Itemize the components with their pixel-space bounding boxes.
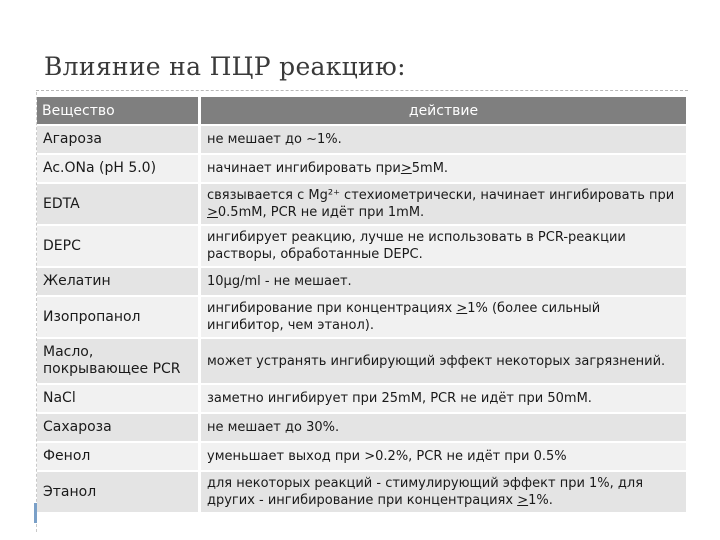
effect-cell: уменьшает выход при >0.2%, PCR не идёт при 0.5% (201, 443, 686, 470)
table-row (37, 339, 686, 383)
effect-text: связывается с Mg²⁺ стехиометрически, начинает ингибировать при (207, 188, 675, 203)
effect-text: ингибирование при концентрациях (207, 301, 457, 316)
header-effect: действие (201, 97, 686, 124)
table-row (37, 414, 686, 441)
effect-threshold-mark: > (400, 161, 412, 176)
effect-cell: ингибирует реакцию, лучше не использовать в PCR-реакции растворы, обработанные DEPC. (201, 226, 686, 266)
header-substance: Вещество (37, 97, 201, 124)
table-row (37, 297, 686, 337)
substance-cell: Фенол (37, 443, 201, 470)
substance-cell: Этанол (37, 472, 201, 512)
effect-text: начинает ингибировать при (207, 161, 401, 176)
substance-cell: NaCl (37, 385, 201, 412)
table-row (37, 226, 686, 266)
substance-cell: Желатин (37, 268, 201, 295)
substance-cell: Изопропанол (37, 297, 201, 337)
page-title: Влияние на ПЦР реакцию: (44, 52, 406, 81)
effect-cell: не мешает до 30%. (201, 414, 686, 441)
effect-text: 1% (более сильный ингибитор, чем этанол). (207, 301, 601, 333)
effect-cell: может устранять ингибирующий эффект некоторых загрязнений. (201, 339, 686, 383)
pcr-effects-table (37, 95, 686, 514)
table-row (37, 184, 686, 224)
table-header-row (37, 97, 686, 124)
effect-text: 5mM. (411, 161, 449, 176)
substance-cell: Масло, покрывающее PCR (37, 339, 201, 383)
table-row (37, 126, 686, 153)
effect-cell: 10μg/ml - не мешает. (201, 268, 686, 295)
effect-threshold-mark: > (207, 205, 218, 220)
substance-cell: Агароза (37, 126, 201, 153)
substance-cell: Сахароза (37, 414, 201, 441)
effect-text: 0.5mM, PCR не идёт при 1mM. (217, 205, 425, 220)
title-divider (36, 90, 688, 91)
effect-cell (201, 297, 686, 337)
substance-cell: DEPC (37, 226, 201, 266)
table-row (37, 155, 686, 182)
table-row (37, 443, 686, 470)
effect-threshold-mark: > (456, 301, 468, 316)
table-row (37, 385, 686, 412)
effect-cell (201, 155, 686, 182)
substance-cell: EDTA (37, 184, 201, 224)
effect-cell: не мешает до ~1%. (201, 126, 686, 153)
effect-text: 1%. (528, 493, 553, 508)
effect-text: для некоторых реакций - стимулирующий эффект при 1%, для других - ингибирование при концентрациях (207, 476, 644, 508)
table-row (37, 268, 686, 295)
effect-cell (201, 184, 686, 224)
effect-cell: заметно ингибирует при 25mM, PCR не идёт при 50mM. (201, 385, 686, 412)
effect-threshold-mark: > (517, 493, 529, 508)
table-row (37, 472, 686, 512)
substance-cell: Ac.ONa (pH 5.0) (37, 155, 201, 182)
effect-cell (201, 472, 686, 512)
